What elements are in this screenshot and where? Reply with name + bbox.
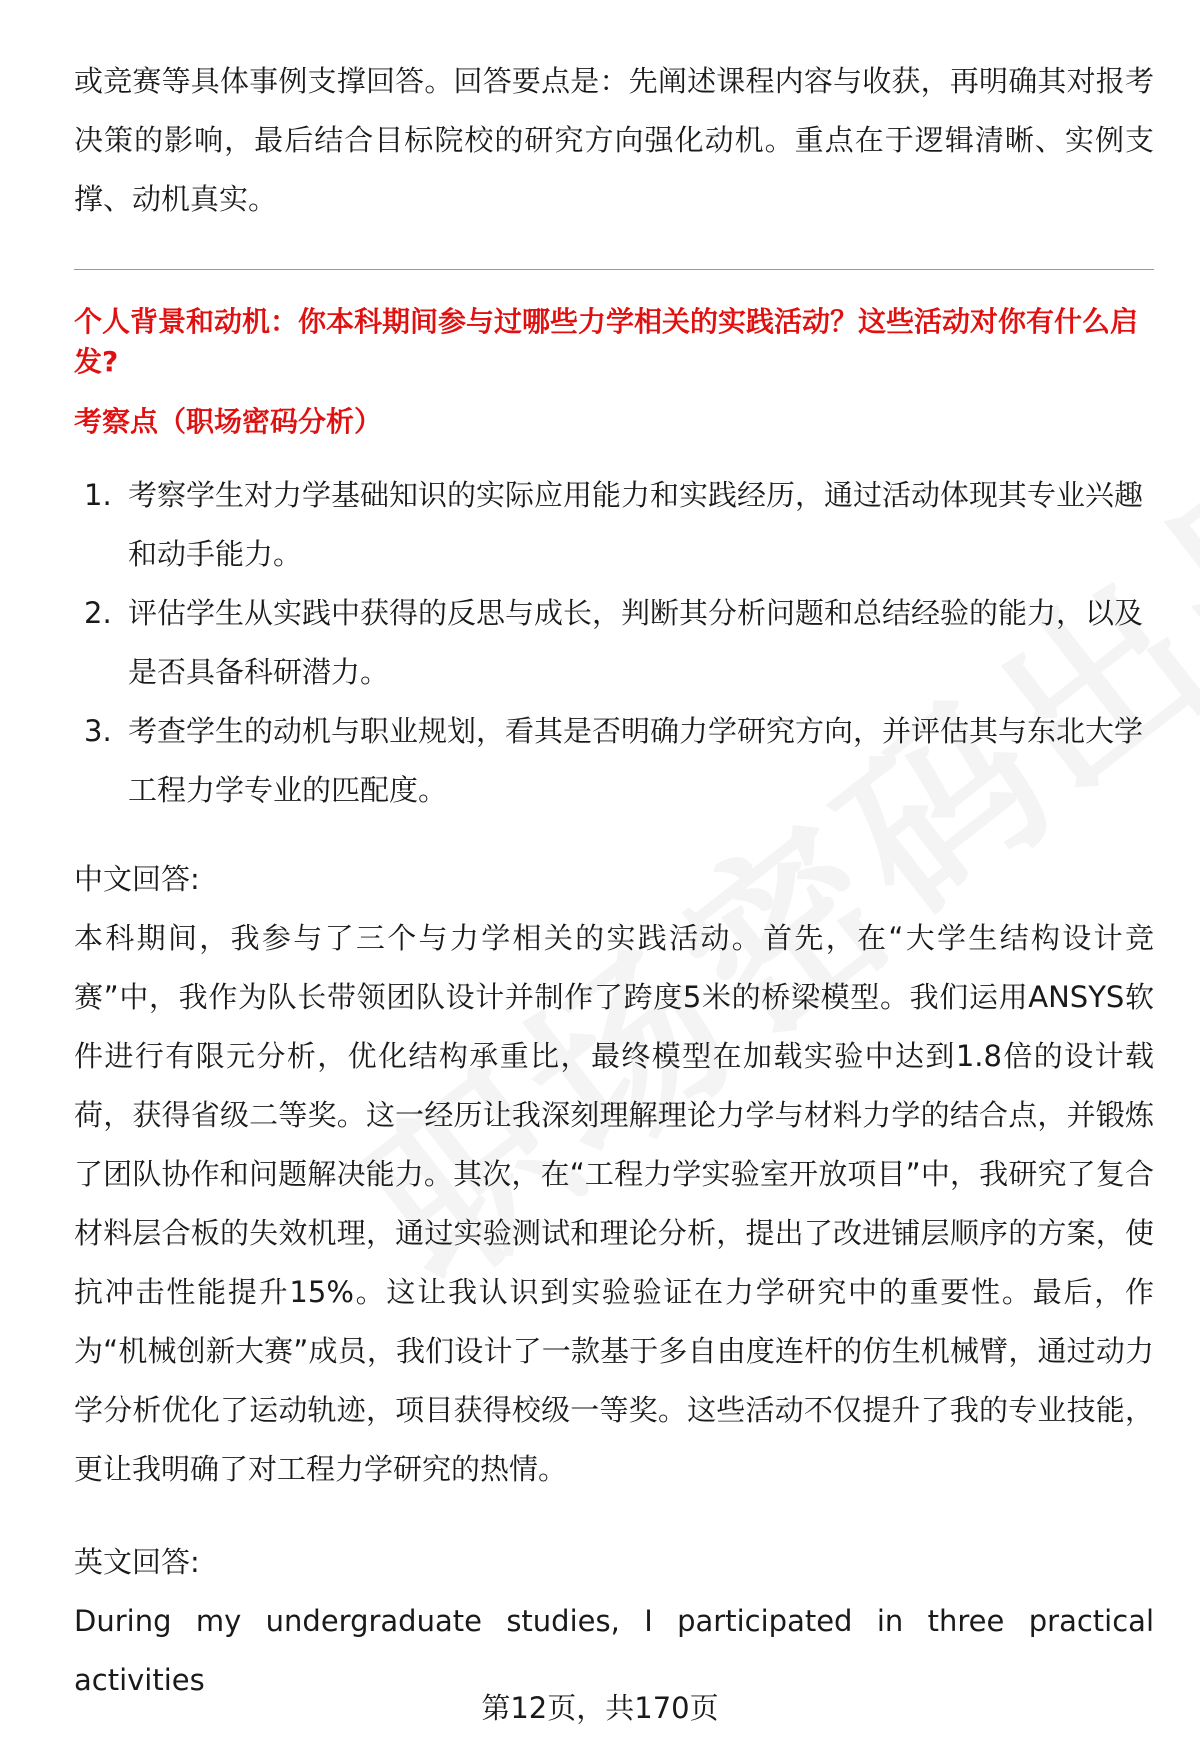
list-item <box>74 466 1154 584</box>
english-answer-label: 英文回答: <box>74 1545 200 1579</box>
list-item-text: 考查学生的动机与职业规划，看其是否明确力学研究方向，并评估其与东北大学工程力学专业的匹配度。 <box>128 714 1144 807</box>
list-item-text: 评估学生从实践中获得的反思与成长，判断其分析问题和总结经验的能力，以及是否具备科研潜力。 <box>128 596 1144 689</box>
intro-paragraph: 或竞赛等具体事例支撑回答。回答要点是：先阐述课程内容与收获，再明确其对报考决策的影响，最后结合目标院校的研究方向强化动机。重点在于逻辑清晰、实例支撑、动机真实。 <box>74 64 1154 216</box>
assessment-points-list <box>74 466 1154 820</box>
page-number-footer: 第12页，共170页 <box>481 1691 719 1725</box>
assessment-points-heading: 考察点（职场密码分析） <box>74 405 383 438</box>
list-item-number: 1. <box>84 478 112 512</box>
list-item-number: 3. <box>84 714 112 748</box>
question-heading: 个人背景和动机：你本科期间参与过哪些力学相关的实践活动？这些活动对你有什么启发? <box>74 305 1139 378</box>
list-item <box>74 702 1154 820</box>
chinese-answer-paragraph: 本科期间，我参与了三个与力学相关的实践活动。首先，在“大学生结构设计竞赛”中，我作为队长带领团队设计并制作了跨度5米的桥梁模型。我们运用ANSYS软件进行有限元分析，优化结构承重比，最终模型在加载实验中达到1.8倍的设计载荷，获得省级二等奖。这一经历让我深刻理解理论力学与材料力学的结合点，并锻炼了团队协作和问题解决能力。其次，在“工程力学实验室开放项目”中，我研究了复合材料层合板的失效机理，通过实验测试和理论分析，提出了改进铺层顺序的方案，使抗冲击性能提升15%。这让我认识到实验验证在力学研究中的重要性。最后，作为“机械创新大赛”成员，我们设计了一款基于多自由度连杆的仿生机械臂，通过动力学分析优化了运动轨迹，项目获得校级一等奖。这些活动不仅提升了我的专业技能，更让我明确了对工程力学研究的热情。 <box>74 921 1154 1486</box>
document-page <box>74 52 1154 1710</box>
section-divider <box>74 269 1154 270</box>
list-item-text: 考察学生对力学基础知识的实际应用能力和实践经历，通过活动体现其专业兴趣和动手能力。 <box>128 478 1144 571</box>
list-item <box>74 584 1154 702</box>
chinese-answer-label: 中文回答: <box>74 862 200 896</box>
list-item-number: 2. <box>84 596 112 630</box>
english-answer-paragraph: During my undergraduate studies, I participated in three practical activities <box>74 1604 1154 1697</box>
